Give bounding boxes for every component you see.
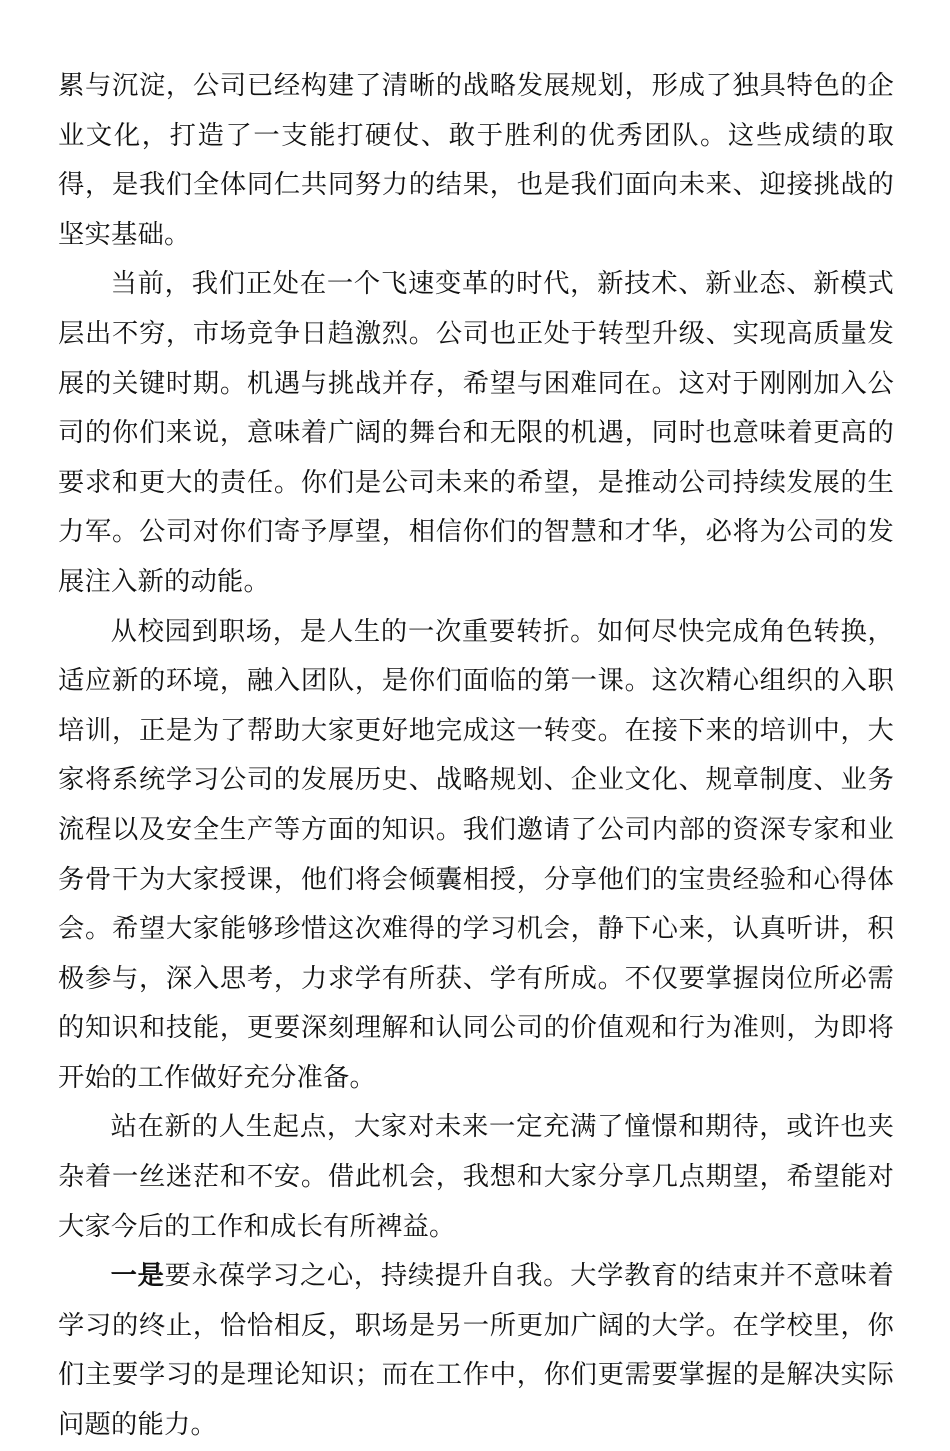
paragraph-5: [58, 1252, 894, 1450]
paragraph-5-text: 要永葆学习之心，持续提升自我。大学教育的结束并不意味着学习的终止，恰恰相反，职场是另一所更加广阔的大学。在学校里，你们主要学习的是理论知识；而在工作中，你们更需要掌握的是解决实际问题的能力。: [58, 1261, 895, 1441]
paragraph-5-lead: 一是: [110, 1261, 165, 1292]
paragraph-3: 从校园到职场，是人生的一次重要转折。如何尽快完成角色转换，适应新的环境，融入团队，是你们面临的第一课。这次精心组织的入职培训，正是为了帮助大家更好地完成这一转变。在接下来的培训中，大家将系统学习公司的发展历史、战略规划、企业文化、规章制度、业务流程以及安全生产等方面的知识。我们邀请了公司内部的资深专家和业务骨干为大家授课，他们将会倾囊相授，分享他们的宝贵经验和心得体会。希望大家能够珍惜这次难得的学习机会，静下心来，认真听讲，积极参与，深入思考，力求学有所获、学有所成。不仅要掌握岗位所必需的知识和技能，更要深刻理解和认同公司的价值观和行为准则，为即将开始的工作做好充分准备。: [58, 616, 894, 1093]
paragraph-2: 当前，我们正处在一个飞速变革的时代，新技术、新业态、新模式层出不穷，市场竞争日趋激烈。公司也正处于转型升级、实现高质量发展的关键时期。机遇与挑战并存，希望与困难同在。这对于刚刚加入公司的你们来说，意味着广阔的舞台和无限的机遇，同时也意味着更高的要求和更大的责任。你们是公司未来的希望，是推动公司持续发展的生力军。公司对你们寄予厚望，相信你们的智慧和才华，必将为公司的发展注入新的动能。: [58, 269, 894, 597]
paragraph-4: 站在新的人生起点，大家对未来一定充满了憧憬和期待，或许也夹杂着一丝迷茫和不安。借此机会，我想和大家分享几点期望，希望能对大家今后的工作和成长有所裨益。: [58, 1112, 894, 1242]
document-body: [58, 62, 894, 1451]
paragraph-1: 累与沉淀，公司已经构建了清晰的战略发展规划，形成了独具特色的企业文化，打造了一支能打硬仗、敢于胜利的优秀团队。这些成绩的取得，是我们全体同仁共同努力的结果，也是我们面向未来、迎接挑战的坚实基础。: [58, 71, 894, 250]
